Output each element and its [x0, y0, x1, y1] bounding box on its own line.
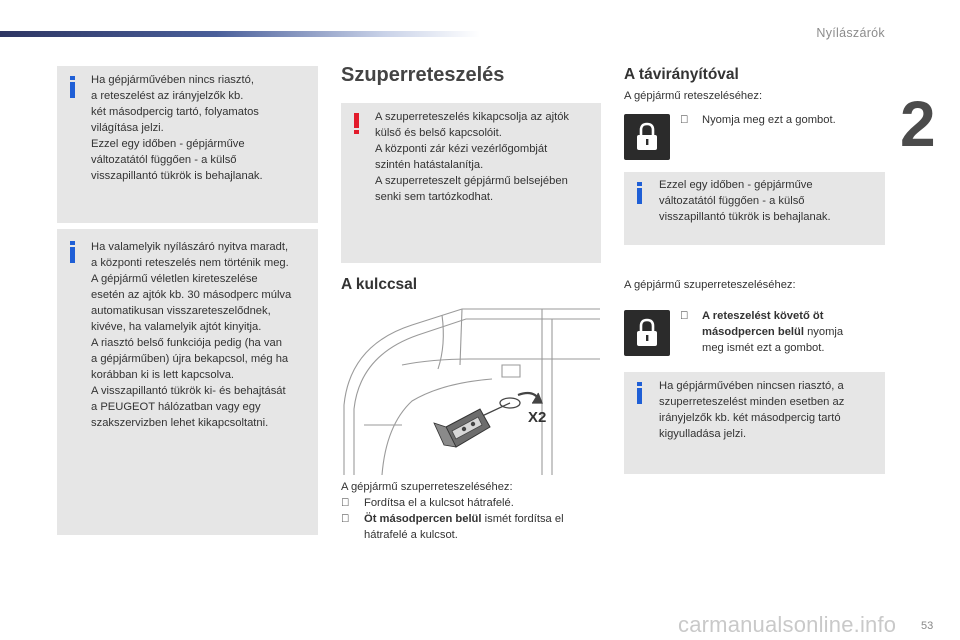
- note-line: Ezzel egy időben - gépjárműve: [91, 138, 245, 150]
- warning-icon: [354, 113, 359, 134]
- info-icon: [70, 76, 75, 98]
- info-icon: [637, 382, 642, 404]
- step-bullet: [341, 495, 364, 511]
- lock-button-icon: [624, 310, 670, 356]
- section-title: Nyílászárók: [816, 26, 885, 40]
- note-line: kigyulladása jelzi.: [659, 428, 747, 440]
- info-icon: [637, 182, 642, 204]
- note-line: változatától függően - a külső: [91, 154, 237, 166]
- key-step-2-cont: hátrafelé a kulcsot.: [364, 529, 458, 541]
- header-gradient-bar: [0, 31, 480, 37]
- key-step-2: [341, 511, 564, 527]
- note-line: külső és belső kapcsolóit.: [375, 127, 502, 139]
- note-line: a gépjárműben) újra bekapcsol, még ha: [91, 353, 289, 365]
- note-line: esetén az ajtók kb. 30 másodperc múlva: [91, 289, 292, 301]
- note-line: A riasztó belső funkciója pedig (ha van: [91, 337, 282, 349]
- key-step-1: [341, 495, 514, 511]
- note-line: a központi reteszelés nem történik meg.: [91, 257, 289, 269]
- step-text: nyomja: [803, 326, 844, 338]
- step-bold-text: A reteszelést követő öt: [702, 310, 824, 322]
- step-text: Fordítsa el a kulcsot hátrafelé.: [364, 497, 514, 509]
- note-line: automatikusan visszareteszelődnek,: [91, 305, 271, 317]
- subheading-with-key: A kulccsal: [341, 276, 418, 293]
- turn-count-label: X2: [528, 409, 547, 426]
- note-line: senki sem tartózkodhat.: [375, 191, 494, 203]
- info-note-2: [57, 229, 318, 535]
- key-superlock-intro: A gépjármű szuperreteszeléséhez:: [341, 481, 513, 493]
- note-line: a PEUGEOT hálózatban vagy egy: [91, 401, 261, 413]
- info-note-4: [624, 372, 885, 474]
- note-line: Ha gépjárművében nincs riasztó,: [91, 74, 254, 86]
- note-line: irányjelzők kb. két másodpercig tartó: [659, 412, 841, 424]
- note-line: világítása jelzi.: [91, 122, 164, 134]
- note-line: visszapillantó tükrök is behajlanak.: [91, 170, 263, 182]
- remote-lock-intro: A gépjármű reteszeléséhez:: [624, 90, 763, 102]
- chapter-number: 2: [900, 88, 936, 160]
- remote-superlock-intro: A gépjármű szuperreteszeléséhez:: [624, 279, 796, 291]
- page-number: 53: [921, 620, 934, 632]
- step-bullet: [341, 511, 364, 527]
- note-line: szintén hatástalanítja.: [375, 159, 484, 171]
- note-line: Ezzel egy időben - gépjárműve: [659, 179, 813, 191]
- key-fob-icon: [434, 409, 490, 447]
- note-line: szakszervizben lehet kikapcsoltatni.: [91, 417, 269, 429]
- note-line: korábban ki is lett kapcsolva.: [91, 369, 235, 381]
- info-icon: [70, 241, 75, 263]
- step-text: ismét fordítsa el: [481, 513, 564, 525]
- step-bullet: [680, 308, 702, 324]
- watermark: carmanualsonline.info: [678, 612, 897, 637]
- note-line: kivéve, ha valamelyik ajtót kinyitja.: [91, 321, 262, 333]
- remote-step-2: [680, 308, 823, 324]
- note-line: változatától függően - a külső: [659, 195, 805, 207]
- remote-step-2-line2: [702, 324, 843, 340]
- note-line: két másodpercig tartó, folyamatos: [91, 106, 259, 118]
- note-line: Ha valamelyik nyílászáró nyitva maradt,: [91, 241, 289, 253]
- section-heading-remote: A távirányítóval: [624, 66, 739, 83]
- note-line: szuperreteszelést minden esetben az: [659, 396, 845, 408]
- note-line: A szuperreteszelés kikapcsolja az ajtók: [375, 111, 570, 123]
- key-turn-illustration: [342, 305, 600, 477]
- note-line: A központi zár kézi vezérlőgombját: [375, 143, 548, 155]
- step-bullet: [680, 112, 702, 128]
- note-line: visszapillantó tükrök is behajlanak.: [659, 211, 831, 223]
- remote-step-1: [680, 112, 836, 128]
- note-line: A visszapillantó tükrök ki- és behajtását: [91, 385, 286, 397]
- step-bold-text: másodpercen belül: [702, 326, 804, 338]
- info-note-3: [624, 172, 885, 245]
- lock-button-icon: [624, 114, 670, 160]
- note-line: A gépjármű véletlen kireteszelése: [91, 273, 258, 285]
- note-line: Ha gépjárművében nincsen riasztó, a: [659, 380, 844, 392]
- section-heading-superlocking: Szuperreteszelés: [341, 64, 505, 86]
- warning-note: [341, 103, 601, 263]
- step-text: Nyomja meg ezt a gombot.: [702, 114, 836, 126]
- info-note-1: [57, 66, 318, 223]
- remote-step-2-line3: meg ismét ezt a gombot.: [702, 342, 825, 354]
- step-bold-text: Öt másodpercen belül: [364, 513, 482, 525]
- note-line: A szuperreteszelt gépjármű belsejében: [375, 175, 568, 187]
- note-line: a reteszelést az irányjelzők kb.: [91, 90, 244, 102]
